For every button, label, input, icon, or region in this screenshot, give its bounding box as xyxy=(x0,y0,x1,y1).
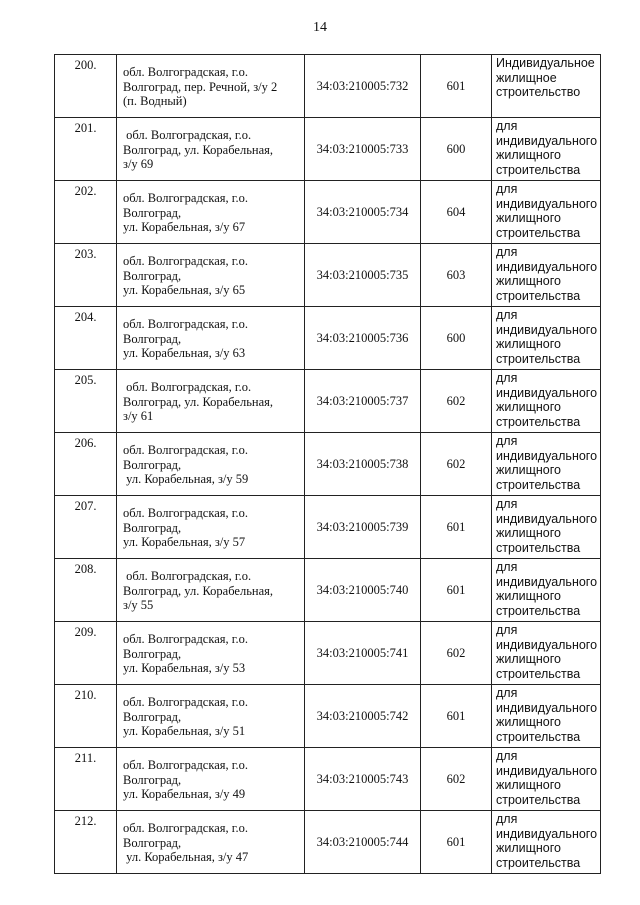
table-row xyxy=(55,244,601,307)
permitted-use-line: строительства xyxy=(496,288,581,303)
permitted-use-line: жилищного xyxy=(496,148,561,162)
address-line: обл. Волгоградская, г.о. xyxy=(123,632,248,647)
permitted-use-line: индивидуального xyxy=(496,511,598,526)
address-line: ул. Корабельная, з/у 65 xyxy=(123,283,246,298)
permitted-use-line: строительства xyxy=(496,225,581,240)
plot-area: 602 xyxy=(421,748,492,811)
plot-address xyxy=(117,433,305,496)
permitted-use-line: строительства xyxy=(496,792,581,807)
permitted-use-line: жилищного xyxy=(496,841,561,855)
address-line: Волгоград, xyxy=(123,331,182,346)
table-row xyxy=(55,307,601,370)
permitted-use-line: жилищного xyxy=(496,274,561,288)
address-line: обл. Волгоградская, г.о. xyxy=(123,758,248,773)
permitted-use-line: для xyxy=(496,308,518,322)
permitted-use-line: индивидуального xyxy=(496,133,598,148)
plot-area: 600 xyxy=(421,307,492,370)
row-number: 208. xyxy=(55,559,117,622)
address-line: ул. Корабельная, з/у 49 xyxy=(123,787,246,802)
address-line: Волгоград, ул. Корабельная, xyxy=(123,583,274,598)
address-line: з/у 69 xyxy=(123,157,154,172)
table-row xyxy=(55,496,601,559)
permitted-use xyxy=(492,181,601,244)
plot-address xyxy=(117,55,305,118)
address-line: Волгоград, xyxy=(123,772,182,787)
permitted-use-line: жилищного xyxy=(496,337,561,351)
address-line: з/у 55 xyxy=(123,598,154,613)
address-line: обл. Волгоградская, г.о. xyxy=(123,128,252,143)
permitted-use-line: жилищного xyxy=(496,400,561,414)
row-number: 210. xyxy=(55,685,117,748)
cadastral-number: 34:03:210005:732 xyxy=(305,55,421,118)
plot-area: 600 xyxy=(421,118,492,181)
permitted-use-line: жилищного xyxy=(496,778,561,792)
permitted-use-line: индивидуального xyxy=(496,448,598,463)
plot-area: 603 xyxy=(421,244,492,307)
address-line: обл. Волгоградская, г.о. xyxy=(123,443,248,458)
address-line: обл. Волгоградская, г.о. xyxy=(123,254,248,269)
permitted-use-line: для xyxy=(496,119,518,133)
address-line: Волгоград, xyxy=(123,268,182,283)
permitted-use-line: строительства xyxy=(496,414,581,429)
plot-address xyxy=(117,496,305,559)
permitted-use-line: жилищного xyxy=(496,463,561,477)
row-number: 209. xyxy=(55,622,117,685)
permitted-use-line: для xyxy=(496,560,518,574)
permitted-use-line: индивидуального xyxy=(496,700,598,715)
row-number: 202. xyxy=(55,181,117,244)
table-row xyxy=(55,748,601,811)
table-row xyxy=(55,181,601,244)
row-number: 205. xyxy=(55,370,117,433)
permitted-use-line: индивидуального xyxy=(496,322,598,337)
plot-area: 601 xyxy=(421,496,492,559)
table-body xyxy=(55,55,601,874)
address-line: обл. Волгоградская, г.о. xyxy=(123,380,252,395)
plot-area: 601 xyxy=(421,559,492,622)
cadastral-number: 34:03:210005:742 xyxy=(305,685,421,748)
address-line: обл. Волгоградская, г.о. xyxy=(123,569,252,584)
permitted-use-line: жилищное xyxy=(496,70,557,85)
address-line: обл. Волгоградская, г.о. xyxy=(123,821,248,836)
table-row xyxy=(55,559,601,622)
cadastral-number: 34:03:210005:737 xyxy=(305,370,421,433)
permitted-use-line: для xyxy=(496,245,518,259)
address-line: обл. Волгоградская, г.о. xyxy=(123,506,248,521)
address-line: Волгоград, ул. Корабельная, xyxy=(123,142,274,157)
permitted-use-line: для xyxy=(496,749,518,763)
address-line: Волгоград, xyxy=(123,457,182,472)
permitted-use-line: индивидуального xyxy=(496,637,598,652)
plot-area: 601 xyxy=(421,811,492,874)
row-number: 200. xyxy=(55,55,117,118)
permitted-use-line: строительства xyxy=(496,666,581,681)
address-line: обл. Волгоградская, г.о. xyxy=(123,317,248,332)
address-line: ул. Корабельная, з/у 59 xyxy=(123,472,249,487)
permitted-use-line: для xyxy=(496,371,518,385)
permitted-use-line: индивидуального xyxy=(496,826,598,841)
permitted-use xyxy=(492,307,601,370)
address-line: Волгоград, пер. Речной, з/у 2 xyxy=(123,79,278,94)
permitted-use-line: для xyxy=(496,686,518,700)
permitted-use xyxy=(492,622,601,685)
table-row xyxy=(55,685,601,748)
plot-address xyxy=(117,622,305,685)
page-number: 14 xyxy=(313,20,327,35)
address-line: Волгоград, xyxy=(123,835,182,850)
address-line: ул. Корабельная, з/у 67 xyxy=(123,220,246,235)
permitted-use xyxy=(492,433,601,496)
permitted-use xyxy=(492,370,601,433)
permitted-use-line: жилищного xyxy=(496,526,561,540)
address-line: (п. Водный) xyxy=(123,94,187,109)
row-number: 211. xyxy=(55,748,117,811)
permitted-use-line: индивидуального xyxy=(496,385,598,400)
permitted-use-line: строительства xyxy=(496,603,581,618)
row-number: 207. xyxy=(55,496,117,559)
cadastral-number: 34:03:210005:735 xyxy=(305,244,421,307)
permitted-use-line: жилищного xyxy=(496,589,561,603)
row-number: 201. xyxy=(55,118,117,181)
permitted-use xyxy=(492,55,601,118)
permitted-use-line: индивидуального xyxy=(496,259,598,274)
address-line: ул. Корабельная, з/у 63 xyxy=(123,346,246,361)
plot-area: 602 xyxy=(421,433,492,496)
permitted-use xyxy=(492,559,601,622)
permitted-use-line: жилищного xyxy=(496,211,561,225)
address-line: Волгоград, ул. Корабельная, xyxy=(123,394,274,409)
plot-area: 604 xyxy=(421,181,492,244)
plot-area: 601 xyxy=(421,55,492,118)
table-row xyxy=(55,622,601,685)
cadastral-number: 34:03:210005:734 xyxy=(305,181,421,244)
permitted-use xyxy=(492,811,601,874)
address-line: Волгоград, xyxy=(123,709,182,724)
address-line: обл. Волгоградская, г.о. xyxy=(123,695,248,710)
address-line: ул. Корабельная, з/у 47 xyxy=(123,850,249,865)
plot-address xyxy=(117,748,305,811)
permitted-use-line: для xyxy=(496,434,518,448)
cadastral-number: 34:03:210005:736 xyxy=(305,307,421,370)
cadastral-number: 34:03:210005:733 xyxy=(305,118,421,181)
permitted-use-line: строительства xyxy=(496,477,581,492)
plot-address xyxy=(117,307,305,370)
address-line: обл. Волгоградская, г.о. xyxy=(123,65,248,80)
permitted-use-line: строительства xyxy=(496,540,581,555)
permitted-use-line: индивидуального xyxy=(496,574,598,589)
permitted-use-line: строительства xyxy=(496,351,581,366)
cadastral-number: 34:03:210005:738 xyxy=(305,433,421,496)
permitted-use-line: строительства xyxy=(496,729,581,744)
table-row xyxy=(55,370,601,433)
permitted-use-line: для xyxy=(496,182,518,196)
address-line: Волгоград, xyxy=(123,646,182,661)
address-line: з/у 61 xyxy=(123,409,154,424)
permitted-use xyxy=(492,748,601,811)
land-plot-table xyxy=(54,54,601,874)
permitted-use xyxy=(492,496,601,559)
plot-address xyxy=(117,559,305,622)
permitted-use-line: для xyxy=(496,812,518,826)
plot-area: 601 xyxy=(421,685,492,748)
plot-address xyxy=(117,811,305,874)
table-row xyxy=(55,55,601,118)
table-row xyxy=(55,811,601,874)
cadastral-number: 34:03:210005:743 xyxy=(305,748,421,811)
permitted-use-line: жилищного xyxy=(496,715,561,729)
table-row xyxy=(55,433,601,496)
permitted-use-line: для xyxy=(496,623,518,637)
row-number: 203. xyxy=(55,244,117,307)
plot-area: 602 xyxy=(421,370,492,433)
plot-area: 602 xyxy=(421,622,492,685)
row-number: 204. xyxy=(55,307,117,370)
cadastral-number: 34:03:210005:744 xyxy=(305,811,421,874)
permitted-use xyxy=(492,685,601,748)
address-line: Волгоград, xyxy=(123,205,182,220)
permitted-use-line: индивидуального xyxy=(496,196,598,211)
permitted-use-line: индивидуального xyxy=(496,763,598,778)
permitted-use-line: строительство xyxy=(496,85,581,99)
plot-address xyxy=(117,118,305,181)
permitted-use-line: строительства xyxy=(496,855,581,870)
plot-address xyxy=(117,370,305,433)
plot-address xyxy=(117,244,305,307)
cadastral-number: 34:03:210005:740 xyxy=(305,559,421,622)
row-number: 206. xyxy=(55,433,117,496)
address-line: ул. Корабельная, з/у 57 xyxy=(123,535,246,550)
permitted-use-line: жилищного xyxy=(496,652,561,666)
address-line: Волгоград, xyxy=(123,520,182,535)
permitted-use-line: для xyxy=(496,497,518,511)
row-number: 212. xyxy=(55,811,117,874)
plot-address xyxy=(117,685,305,748)
permitted-use xyxy=(492,244,601,307)
address-line: обл. Волгоградская, г.о. xyxy=(123,191,248,206)
permitted-use-line: строительства xyxy=(496,162,581,177)
cadastral-number: 34:03:210005:739 xyxy=(305,496,421,559)
cadastral-number: 34:03:210005:741 xyxy=(305,622,421,685)
plot-address xyxy=(117,181,305,244)
address-line: ул. Корабельная, з/у 51 xyxy=(123,724,246,739)
table-row xyxy=(55,118,601,181)
address-line: ул. Корабельная, з/у 53 xyxy=(123,661,246,676)
permitted-use-line: Индивидуальное xyxy=(496,56,595,70)
permitted-use xyxy=(492,118,601,181)
